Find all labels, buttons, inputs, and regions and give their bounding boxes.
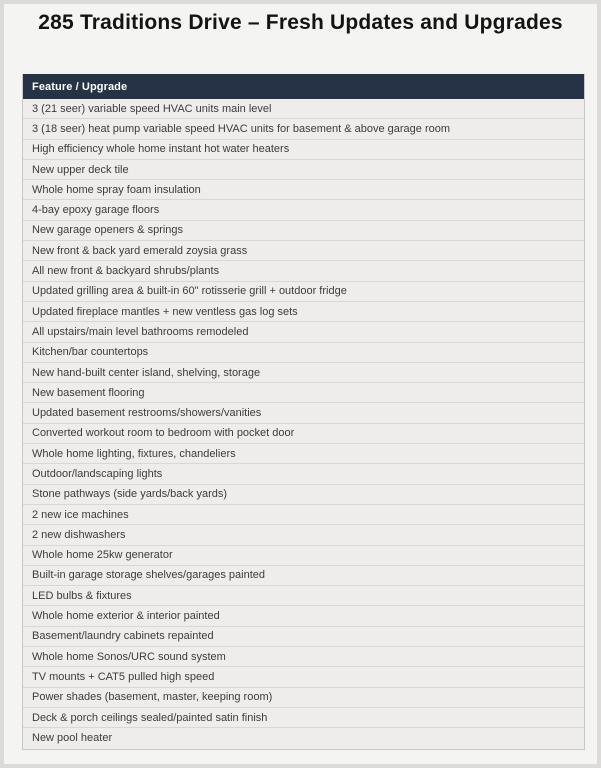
page-title: 285 Traditions Drive – Fresh Updates and Upgrades bbox=[38, 11, 563, 34]
table-row: TV mounts + CAT5 pulled high speed bbox=[23, 667, 584, 687]
table-row: New basement flooring bbox=[23, 383, 584, 403]
table-row: Stone pathways (side yards/back yards) bbox=[23, 485, 584, 505]
table-row: Updated fireplace mantles + new ventless gas log sets bbox=[23, 302, 584, 322]
table-row: Kitchen/bar countertops bbox=[23, 343, 584, 363]
table-row: New pool heater bbox=[23, 728, 584, 748]
features-table bbox=[22, 74, 585, 750]
table-row: 2 new ice machines bbox=[23, 505, 584, 525]
table-body bbox=[23, 99, 584, 749]
table-row: Updated basement restrooms/showers/vanities bbox=[23, 403, 584, 423]
table-header: Feature / Upgrade bbox=[23, 74, 584, 99]
table-row: Whole home exterior & interior painted bbox=[23, 606, 584, 626]
table-row: 3 (21 seer) variable speed HVAC units main level bbox=[23, 99, 584, 119]
table-row: Deck & porch ceilings sealed/painted satin finish bbox=[23, 708, 584, 728]
table-row: New hand-built center island, shelving, storage bbox=[23, 363, 584, 383]
table-row: New front & back yard emerald zoysia grass bbox=[23, 241, 584, 261]
table-row: All new front & backyard shrubs/plants bbox=[23, 261, 584, 281]
table-row: New garage openers & springs bbox=[23, 221, 584, 241]
table-row: Whole home Sonos/URC sound system bbox=[23, 647, 584, 667]
table-row: LED bulbs & fixtures bbox=[23, 586, 584, 606]
table-row: Whole home spray foam insulation bbox=[23, 180, 584, 200]
table-row: All upstairs/main level bathrooms remodeled bbox=[23, 322, 584, 342]
table-row: High efficiency whole home instant hot water heaters bbox=[23, 140, 584, 160]
table-row: Whole home 25kw generator bbox=[23, 546, 584, 566]
table-row: 3 (18 seer) heat pump variable speed HVAC units for basement & above garage room bbox=[23, 119, 584, 139]
table-row: 2 new dishwashers bbox=[23, 525, 584, 545]
table-row: Built-in garage storage shelves/garages painted bbox=[23, 566, 584, 586]
table-row: Whole home lighting, fixtures, chandeliers bbox=[23, 444, 584, 464]
table-row: Converted workout room to bedroom with pocket door bbox=[23, 424, 584, 444]
table-row: Updated grilling area & built-in 60" rotisserie grill + outdoor fridge bbox=[23, 282, 584, 302]
table-row: Power shades (basement, master, keeping room) bbox=[23, 688, 584, 708]
table-row: Basement/laundry cabinets repainted bbox=[23, 627, 584, 647]
table-row: Outdoor/landscaping lights bbox=[23, 464, 584, 484]
table-row: New upper deck tile bbox=[23, 160, 584, 180]
table-row: 4-bay epoxy garage floors bbox=[23, 200, 584, 220]
